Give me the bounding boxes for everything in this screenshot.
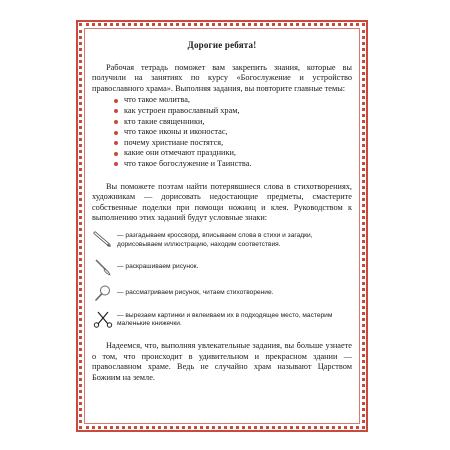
sign-row-magnifier <box>92 284 352 302</box>
sign-text: — разгадываем кроссворд, вписываем слова в стихи и загадки, дорисовываем иллюстрацию, находим соответствия. <box>117 231 313 248</box>
closing-paragraph: Надеемся, что, выполняя увлекательные задания, вы больше узнаете о том, что происходит в удивительном и прекрасном здании — православном храме. Ведь не случайно храм называют Царством Божиим на земле. <box>92 341 352 382</box>
help-paragraph: Вы поможете поэтам найти потерявшиеся слова в стихотворениях, художникам — дорисовать недостающие предметы, смастерите собственные поделки при помощи ножниц и клея. Руководством к выполнению этих заданий будут условные знаки: <box>92 181 352 223</box>
sign-text: — раскрашиваем рисунок. <box>117 262 199 270</box>
topic-item: что такое богослужение и Таинства. <box>114 159 352 170</box>
intro-paragraph: Рабочая тетрадь поможет вам закрепить знания, которые вы получили на занятиях по курсу «Богослужение и устройство православного храма». Выполняя задания, вы повторите главные темы: <box>92 62 352 93</box>
sign-row-scissors <box>92 310 352 330</box>
sign-row-pencil <box>92 230 352 250</box>
topic-item: что такое молитва, <box>114 95 352 106</box>
topic-item: кто такие священники, <box>114 117 352 128</box>
topics-list <box>92 95 352 169</box>
page-content <box>92 36 352 416</box>
legend-signs <box>92 230 352 329</box>
sign-text: — рассматриваем рисунок, читаем стихотворение. <box>117 288 274 296</box>
topic-item: что такое иконы и иконостас, <box>114 127 352 138</box>
topic-item: какие они отмечают праздники, <box>114 148 352 159</box>
topic-item: как устроен православный храм, <box>114 106 352 117</box>
scissors-icon <box>92 310 114 328</box>
brush-icon <box>92 258 114 276</box>
topic-item: почему христиане постятся, <box>114 138 352 149</box>
sign-text: — вырезаем картинки и вклеиваем их в подходящее место, мастерим маленькие книжечки. <box>117 311 333 328</box>
page-title: Дорогие ребята! <box>187 40 257 50</box>
pencil-icon <box>92 230 114 248</box>
magnifier-icon <box>92 284 114 302</box>
sign-row-brush <box>92 258 352 276</box>
